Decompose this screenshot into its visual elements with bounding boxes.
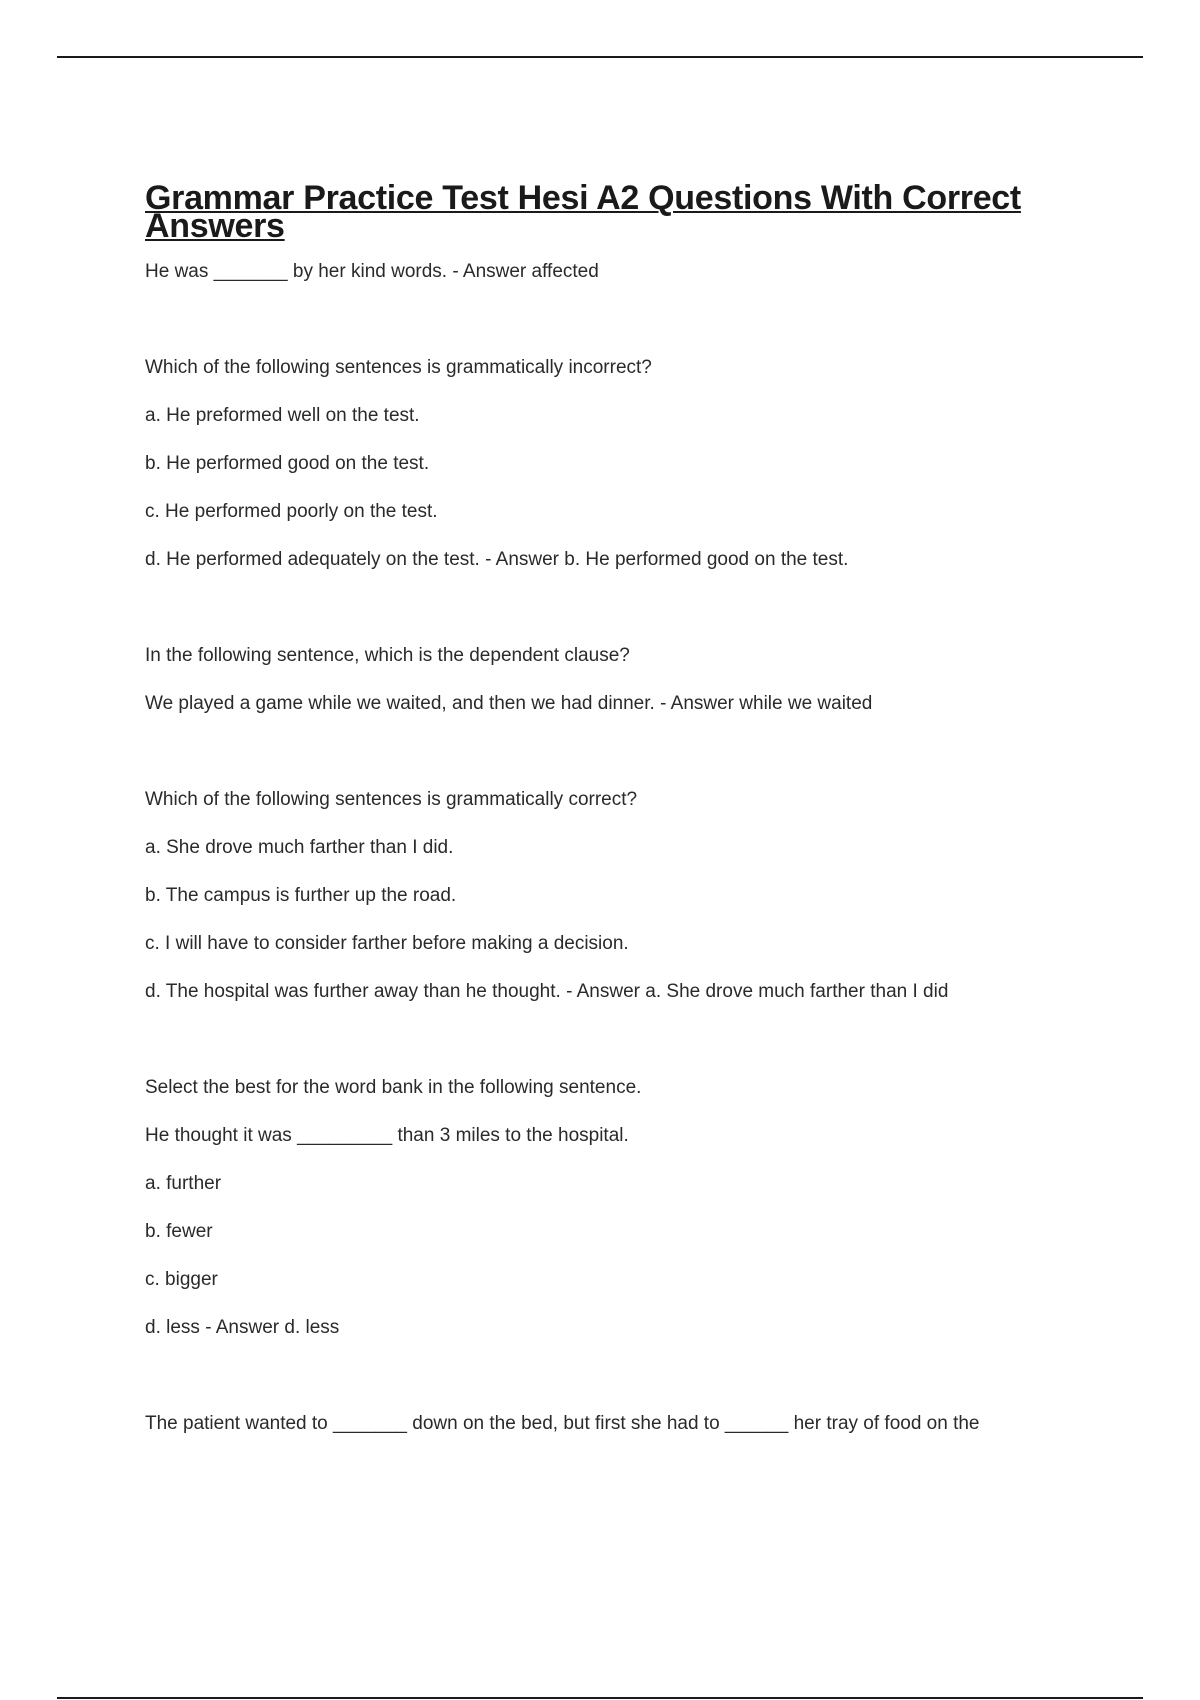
option-b: b. He performed good on the test.	[145, 453, 430, 474]
question-text: Select the best for the word bank in the following sentence.	[145, 1077, 642, 1098]
question-text: In the following sentence, which is the dependent clause?	[145, 645, 630, 666]
question-block-6	[145, 1412, 1105, 1436]
option-c: c. I will have to consider farther before making a decision.	[145, 933, 629, 954]
question-text: He was _______ by her kind words. - Answer affected	[145, 261, 599, 282]
question-block-1	[145, 260, 1105, 284]
bottom-rule	[57, 1697, 1143, 1699]
top-rule	[57, 56, 1143, 58]
spacer	[145, 308, 1105, 356]
question-block-5	[145, 1076, 1105, 1340]
option-b: b. fewer	[145, 1221, 213, 1242]
sentence-answer: We played a game while we waited, and then we had dinner. - Answer while we waited	[145, 693, 873, 714]
spacer	[145, 1364, 1105, 1412]
title-line-1: Grammar Practice Test Hesi A2 Questions With Correct	[145, 179, 1021, 217]
option-a: a. further	[145, 1173, 222, 1194]
question-block-2	[145, 356, 1105, 572]
document-body	[145, 180, 1105, 1460]
question-text: Which of the following sentences is grammatically correct?	[145, 789, 638, 810]
option-a: a. He preformed well on the test.	[145, 405, 420, 426]
spacer	[145, 596, 1105, 644]
sentence-text: He thought it was _________ than 3 miles to the hospital.	[145, 1125, 629, 1146]
option-d-answer: d. less - Answer d. less	[145, 1317, 340, 1338]
option-b: b. The campus is further up the road.	[145, 885, 457, 906]
question-text: The patient wanted to _______ down on the bed, but first she had to ______ her tray of food on the	[145, 1413, 980, 1434]
spacer	[145, 1028, 1105, 1076]
question-block-4	[145, 788, 1105, 1004]
option-d-answer: d. He performed adequately on the test. - Answer b. He performed good on the test.	[145, 549, 849, 570]
title-line-2: Answers	[145, 207, 285, 245]
option-d-answer: d. The hospital was further away than he thought. - Answer a. She drove much farther than I did	[145, 981, 949, 1002]
question-text: Which of the following sentences is grammatically incorrect?	[145, 357, 652, 378]
document-title	[145, 179, 1105, 245]
option-a: a. She drove much farther than I did.	[145, 837, 454, 858]
question-block-3	[145, 644, 1105, 716]
option-c: c. He performed poorly on the test.	[145, 501, 438, 522]
spacer	[145, 740, 1105, 788]
option-c: c. bigger	[145, 1269, 218, 1290]
